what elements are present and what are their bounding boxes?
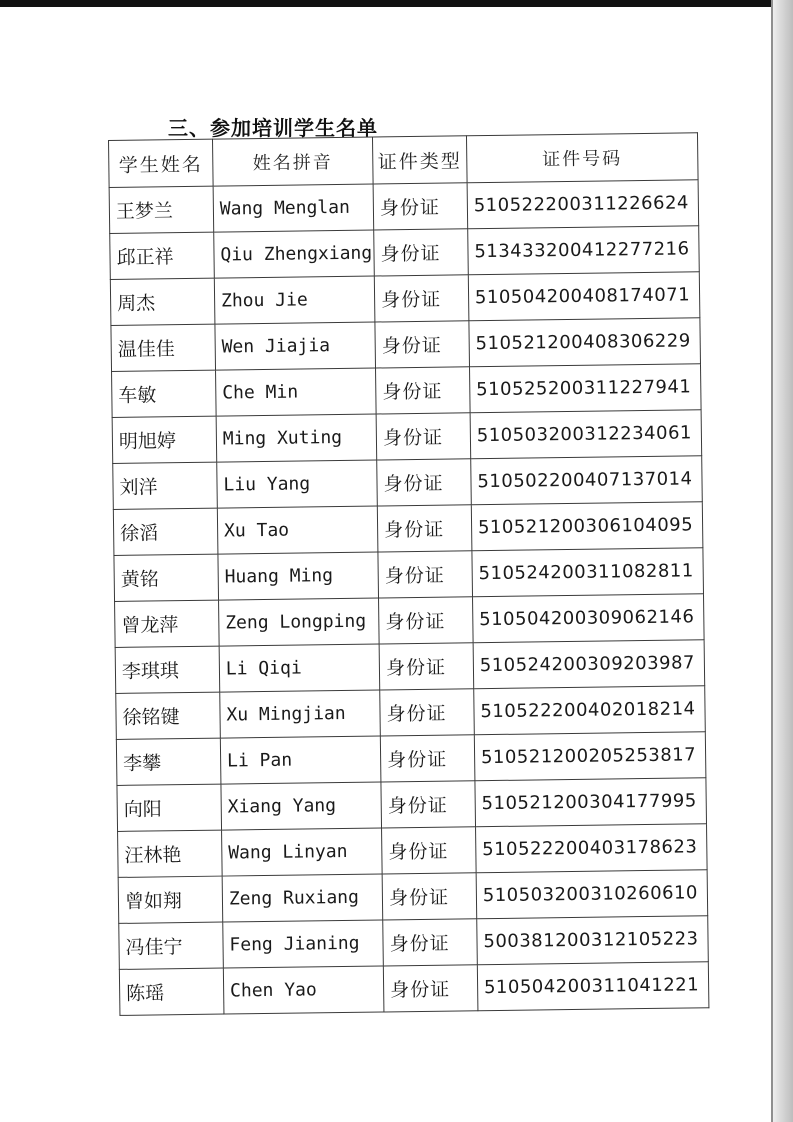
id-number-cell: 510525200311227941 — [469, 364, 701, 413]
id-number-cell: 510524200309203987 — [473, 640, 705, 689]
student-name-cell: 徐铭键 — [116, 692, 221, 739]
student-name-cell: 温佳佳 — [111, 324, 216, 371]
pinyin-cell: Liu Yang — [217, 460, 378, 508]
id-number-cell: 510521200408306229 — [469, 318, 701, 367]
pinyin-cell: Zhou Jie — [214, 276, 375, 324]
table-row — [112, 364, 702, 418]
pinyin-cell: Chen Yao — [223, 966, 384, 1014]
pinyin-cell: Wen Jiajia — [215, 322, 376, 370]
student-name-cell: 汪林艳 — [118, 830, 223, 877]
table-row — [119, 916, 709, 970]
student-name-cell: 邱正祥 — [110, 232, 215, 279]
student-name-cell: 李琪琪 — [115, 646, 220, 693]
id-number-cell: 510504200408174071 — [468, 272, 700, 321]
pinyin-cell: Wang Menglan — [213, 184, 374, 232]
id-type-cell: 身份证 — [376, 413, 470, 460]
table-row — [110, 272, 700, 326]
table-body — [109, 180, 709, 1016]
table-row — [118, 870, 708, 924]
id-number-cell: 510522200403178623 — [475, 824, 707, 873]
student-name-cell: 徐滔 — [113, 508, 218, 555]
pinyin-cell: Zeng Ruxiang — [222, 874, 383, 922]
header-student-name: 学生姓名 — [109, 139, 214, 187]
student-name-cell: 周杰 — [110, 278, 215, 325]
table-row — [115, 594, 705, 648]
pinyin-cell: Che Min — [215, 368, 376, 416]
header-id-number: 证件号码 — [466, 133, 698, 183]
table-header — [109, 133, 699, 188]
student-name-cell: 黄铭 — [114, 554, 219, 601]
id-type-cell: 身份证 — [374, 275, 468, 322]
id-type-cell: 身份证 — [380, 735, 474, 782]
student-list-table — [108, 132, 709, 1016]
pinyin-cell: Xu Mingjian — [220, 690, 381, 738]
id-type-cell: 身份证 — [378, 551, 472, 598]
id-type-cell: 身份证 — [375, 321, 469, 368]
scan-page-edge — [771, 0, 793, 1122]
student-name-cell: 向阳 — [117, 784, 222, 831]
student-name-cell: 王梦兰 — [109, 186, 214, 233]
id-number-cell: 510524200311082811 — [472, 548, 704, 597]
table-header-row — [109, 133, 699, 188]
id-type-cell: 身份证 — [382, 873, 476, 920]
id-number-cell: 510503200310260610 — [476, 870, 708, 919]
id-type-cell: 身份证 — [380, 689, 474, 736]
table-row — [115, 640, 705, 694]
id-type-cell: 身份证 — [379, 643, 473, 690]
pinyin-cell: Feng Jianing — [223, 920, 384, 968]
student-name-cell: 陈瑶 — [119, 968, 224, 1015]
pinyin-cell: Li Pan — [220, 736, 381, 784]
id-type-cell: 身份证 — [379, 597, 473, 644]
id-number-cell: 510521200304177995 — [475, 778, 707, 827]
pinyin-cell: Ming Xuting — [216, 414, 377, 462]
table-row — [113, 502, 703, 556]
header-id-type: 证件类型 — [373, 136, 467, 184]
id-number-cell: 510504200311041221 — [477, 962, 709, 1011]
id-type-cell: 身份证 — [374, 229, 468, 276]
student-name-cell: 冯佳宁 — [119, 922, 224, 969]
student-name-cell: 曾如翔 — [118, 876, 223, 923]
pinyin-cell: Qiu Zhengxiang — [214, 230, 375, 278]
student-name-cell: 车敏 — [112, 370, 217, 417]
table-row — [119, 962, 709, 1016]
table-row — [118, 824, 708, 878]
id-number-cell: 510521200306104095 — [471, 502, 703, 551]
table-row — [116, 686, 706, 740]
id-number-cell: 513433200412277216 — [468, 226, 700, 275]
id-number-cell: 510521200205253817 — [474, 732, 706, 781]
id-number-cell: 500381200312105223 — [477, 916, 709, 965]
pinyin-cell: Li Qiqi — [219, 644, 380, 692]
pinyin-cell: Xiang Yang — [221, 782, 382, 830]
pinyin-cell: Wang Linyan — [221, 828, 382, 876]
id-type-cell: 身份证 — [373, 183, 467, 230]
id-number-cell: 510522200311226624 — [467, 180, 699, 229]
table-row — [110, 226, 700, 280]
student-name-cell: 刘洋 — [113, 462, 218, 509]
section-title: 三、参加培训学生名单 — [168, 116, 378, 140]
pinyin-cell: Xu Tao — [217, 506, 378, 554]
table-row — [111, 318, 701, 372]
id-number-cell: 510502200407137014 — [471, 456, 703, 505]
id-number-cell: 510504200309062146 — [472, 594, 704, 643]
table-row — [113, 456, 703, 510]
header-name-pinyin: 姓名拼音 — [212, 137, 373, 186]
table-row — [114, 548, 704, 602]
pinyin-cell: Huang Ming — [218, 552, 379, 600]
student-name-cell: 李攀 — [116, 738, 221, 785]
table-row — [112, 410, 702, 464]
id-type-cell: 身份证 — [377, 459, 471, 506]
id-type-cell: 身份证 — [383, 919, 477, 966]
id-type-cell: 身份证 — [383, 965, 477, 1012]
scan-top-border — [0, 0, 793, 7]
student-name-cell: 曾龙萍 — [115, 600, 220, 647]
student-name-cell: 明旭婷 — [112, 416, 217, 463]
id-number-cell: 510522200402018214 — [474, 686, 706, 735]
scan-page-edge-line — [771, 0, 773, 1122]
id-number-cell: 510503200312234061 — [470, 410, 702, 459]
pinyin-cell: Zeng Longping — [218, 598, 379, 646]
table-row — [117, 778, 707, 832]
id-type-cell: 身份证 — [376, 367, 470, 414]
id-type-cell: 身份证 — [377, 505, 471, 552]
id-type-cell: 身份证 — [381, 781, 475, 828]
table-row — [116, 732, 706, 786]
id-type-cell: 身份证 — [382, 827, 476, 874]
table-row — [109, 180, 699, 234]
